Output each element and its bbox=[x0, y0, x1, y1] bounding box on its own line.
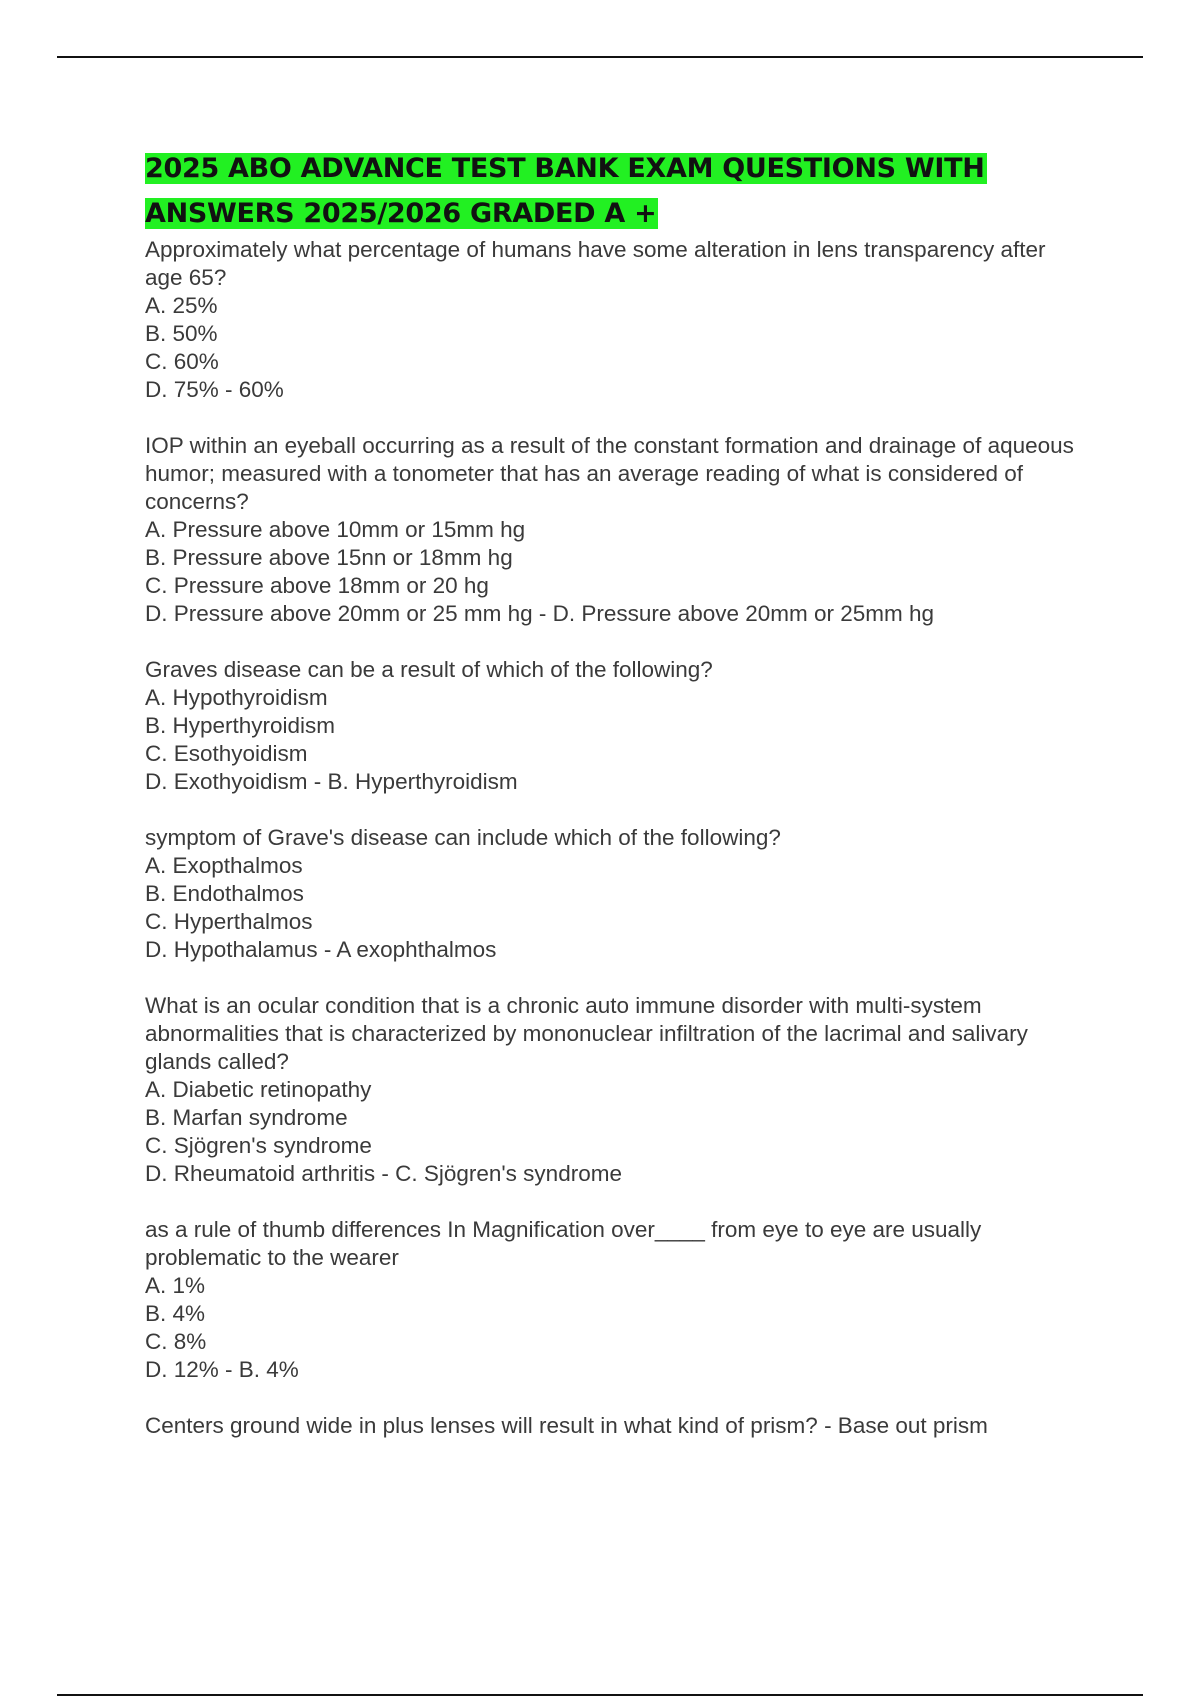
answer-option: A. Diabetic retinopathy bbox=[145, 1077, 372, 1102]
question-stem: Centers ground wide in plus lenses will result in what kind of prism? - Base out prism bbox=[145, 1413, 988, 1438]
answer-option: A. Exopthalmos bbox=[145, 853, 303, 878]
answer-option: B. Hyperthyroidism bbox=[145, 713, 336, 738]
answer-option: A. Pressure above 10mm or 15mm hg bbox=[145, 517, 526, 542]
answer-option: C. Sjögren's syndrome bbox=[145, 1133, 372, 1158]
question-block bbox=[145, 992, 1075, 1188]
answer-option: C. 60% bbox=[145, 349, 219, 374]
answer-option: C. Hyperthalmos bbox=[145, 909, 313, 934]
answer-option: D. Exothyoidism - B. Hyperthyroidism bbox=[145, 769, 518, 794]
answer-option: A. 1% bbox=[145, 1273, 206, 1298]
question-stem: IOP within an eyeball occurring as a result of the constant formation and drainage of aqueous humor; measured with a tonometer that has an average reading of what is considered of concerns? bbox=[145, 433, 1081, 514]
answer-option: A. Hypothyroidism bbox=[145, 685, 328, 710]
question-stem: symptom of Grave's disease can include which of the following? bbox=[145, 825, 781, 850]
document-body bbox=[145, 146, 1081, 1468]
question-block bbox=[145, 1216, 1075, 1384]
answer-option: B. Pressure above 15nn or 18mm hg bbox=[145, 545, 513, 570]
answer-option: C. Pressure above 18mm or 20 hg bbox=[145, 573, 489, 598]
answer-option: B. Marfan syndrome bbox=[145, 1105, 348, 1130]
answer-option: D. Hypothalamus - A exophthalmos bbox=[145, 937, 497, 962]
bottom-rule bbox=[57, 1694, 1143, 1696]
question-block bbox=[145, 824, 1075, 964]
answer-option: D. Rheumatoid arthritis - C. Sjögren's syndrome bbox=[145, 1161, 622, 1186]
answer-option: C. 8% bbox=[145, 1329, 207, 1354]
question-stem: as a rule of thumb differences In Magnification over____ from eye to eye are usually problematic to the wearer bbox=[145, 1217, 988, 1270]
question-block bbox=[145, 236, 1075, 404]
title-highlight: 2025 ABO ADVANCE TEST BANK EXAM QUESTIONS WITH ANSWERS 2025/2026 GRADED A + bbox=[145, 153, 985, 229]
answer-option: B. 50% bbox=[145, 321, 218, 346]
question-stem: Approximately what percentage of humans have some alteration in lens transparency after age 65? bbox=[145, 237, 1052, 290]
question-stem: Graves disease can be a result of which of the following? bbox=[145, 657, 713, 682]
question-block bbox=[145, 656, 1075, 796]
question-block bbox=[145, 1412, 1075, 1440]
answer-option: B. Endothalmos bbox=[145, 881, 304, 906]
answer-option: D. Pressure above 20mm or 25 mm hg - D. Pressure above 20mm or 25mm hg bbox=[145, 601, 935, 626]
answer-option: B. 4% bbox=[145, 1301, 206, 1326]
top-rule bbox=[57, 56, 1143, 58]
document-title bbox=[145, 146, 1075, 236]
answer-option: D. 75% - 60% bbox=[145, 377, 284, 402]
answer-option: C. Esothyoidism bbox=[145, 741, 308, 766]
answer-option: A. 25% bbox=[145, 293, 218, 318]
question-stem: What is an ocular condition that is a chronic auto immune disorder with multi-system abnormalities that is characterized by mononuclear infiltration of the lacrimal and salivary glands called? bbox=[145, 993, 1035, 1074]
question-block bbox=[145, 432, 1081, 628]
answer-option: D. 12% - B. 4% bbox=[145, 1357, 299, 1382]
